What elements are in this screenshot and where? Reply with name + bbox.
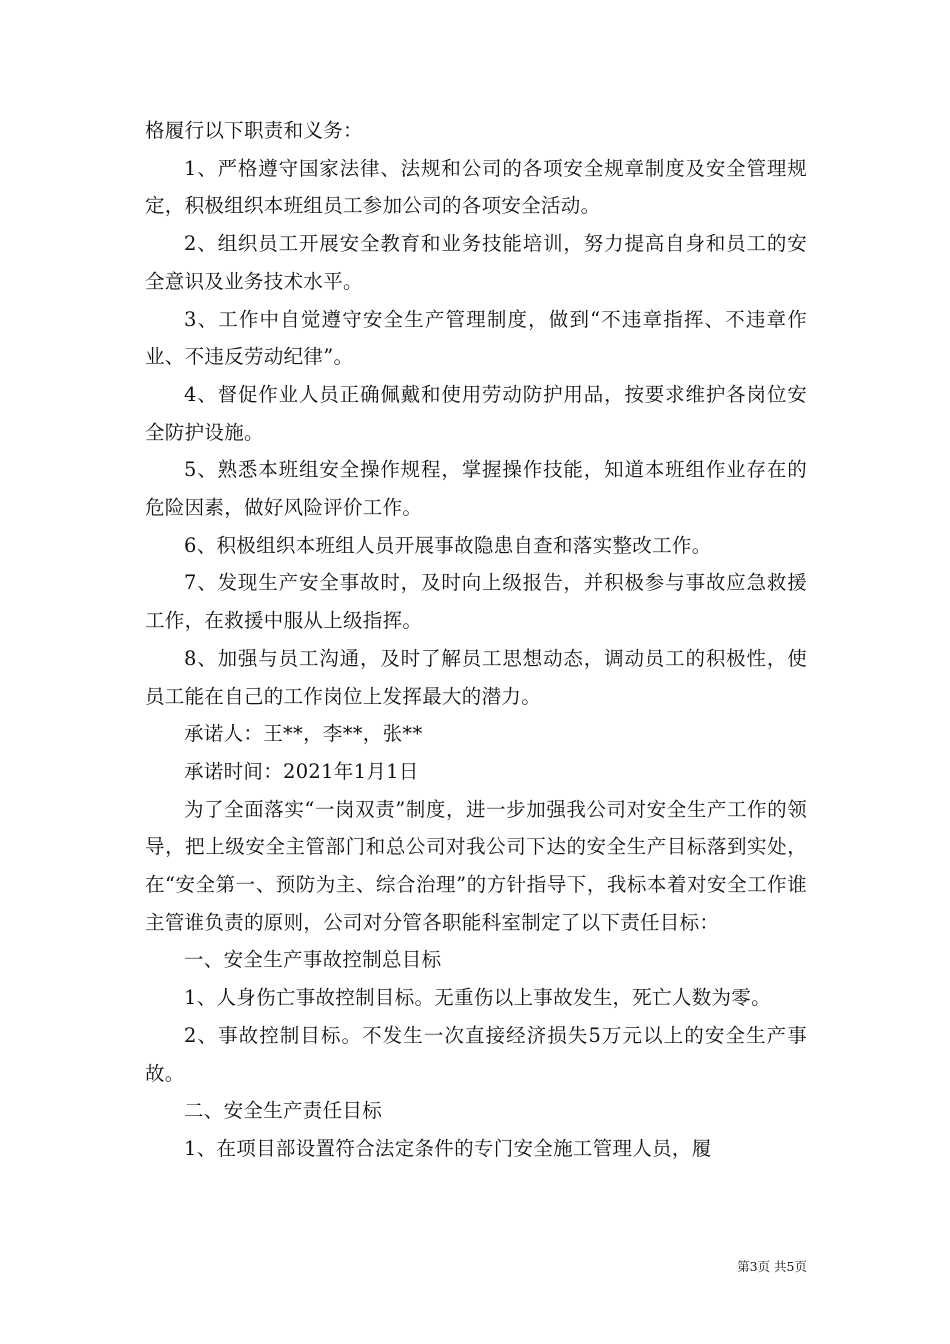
paragraph-5: 5、熟悉本班组安全操作规程，掌握操作技能，知道本班组作业存在的危险因素，做好风险评价工作。 bbox=[145, 458, 807, 520]
paragraph-2: 2、组织员工开展安全教育和业务技能培训，努力提高自身和员工的安全意识及业务技术水平。 bbox=[145, 232, 807, 293]
paragraph-13: 1、人身伤亡事故控制目标。无重伤以上事故发生，死亡人数为零。 bbox=[184, 986, 771, 1010]
promisor-line: 承诺人：王**，李**，张** bbox=[184, 722, 423, 746]
paragraph-4: 4、督促作业人员正确佩戴和使用劳动防护用品，按要求维护各岗位安全防护设施。 bbox=[145, 382, 807, 444]
paragraph-14: 2、事故控制目标。不发生一次直接经济损失5万元以上的安全生产事故。 bbox=[145, 1023, 807, 1085]
paragraph-1: 1、严格遵守国家法律、法规和公司的各项安全规章制度及安全管理规定，积极组织本班组员工参加公司的各项安全活动。 bbox=[145, 156, 807, 218]
section-heading-1: 一、安全生产事故控制总目标 bbox=[184, 948, 442, 972]
paragraph-16: 1、在项目部设置符合法定条件的专门安全施工管理人员，履 bbox=[184, 1136, 712, 1160]
paragraph-8: 8、加强与员工沟通，及时了解员工思想动态，调动员工的积极性，使员工能在自己的工作岗位上发挥最大的潜力。 bbox=[145, 646, 807, 708]
paragraph-11: 为了全面落实“一岗双责”制度，进一步加强我公司对安全生产工作的领导，把上级安全主管部门和总公司对我公司下达的安全生产目标落到实处，在“安全第一、预防为主、综合治理”的方针指导下，我标本着对安全工作谁主管谁负责的原则，公司对分管各职能科室制定了以下责任目标： bbox=[145, 797, 807, 934]
promise-date-line: 承诺时间：2021年1月1日 bbox=[184, 759, 419, 783]
document-page bbox=[145, 112, 807, 1232]
paragraph-7: 7、发现生产安全事故时，及时向上级报告，并积极参与事故应急救援工作，在救援中服从上级指挥。 bbox=[145, 571, 807, 633]
paragraph-6: 6、积极组织本班组人员开展事故隐患自查和落实整改工作。 bbox=[184, 533, 712, 557]
paragraph-3: 3、工作中自觉遵守安全生产管理制度，做到“不违章指挥、不违章作业、不违反劳动纪律”。 bbox=[145, 307, 807, 369]
page-number: 第3页 共5页 bbox=[737, 1259, 807, 1274]
paragraph-0: 格履行以下职责和义务： bbox=[145, 119, 363, 142]
section-heading-2: 二、安全生产责任目标 bbox=[184, 1099, 383, 1123]
